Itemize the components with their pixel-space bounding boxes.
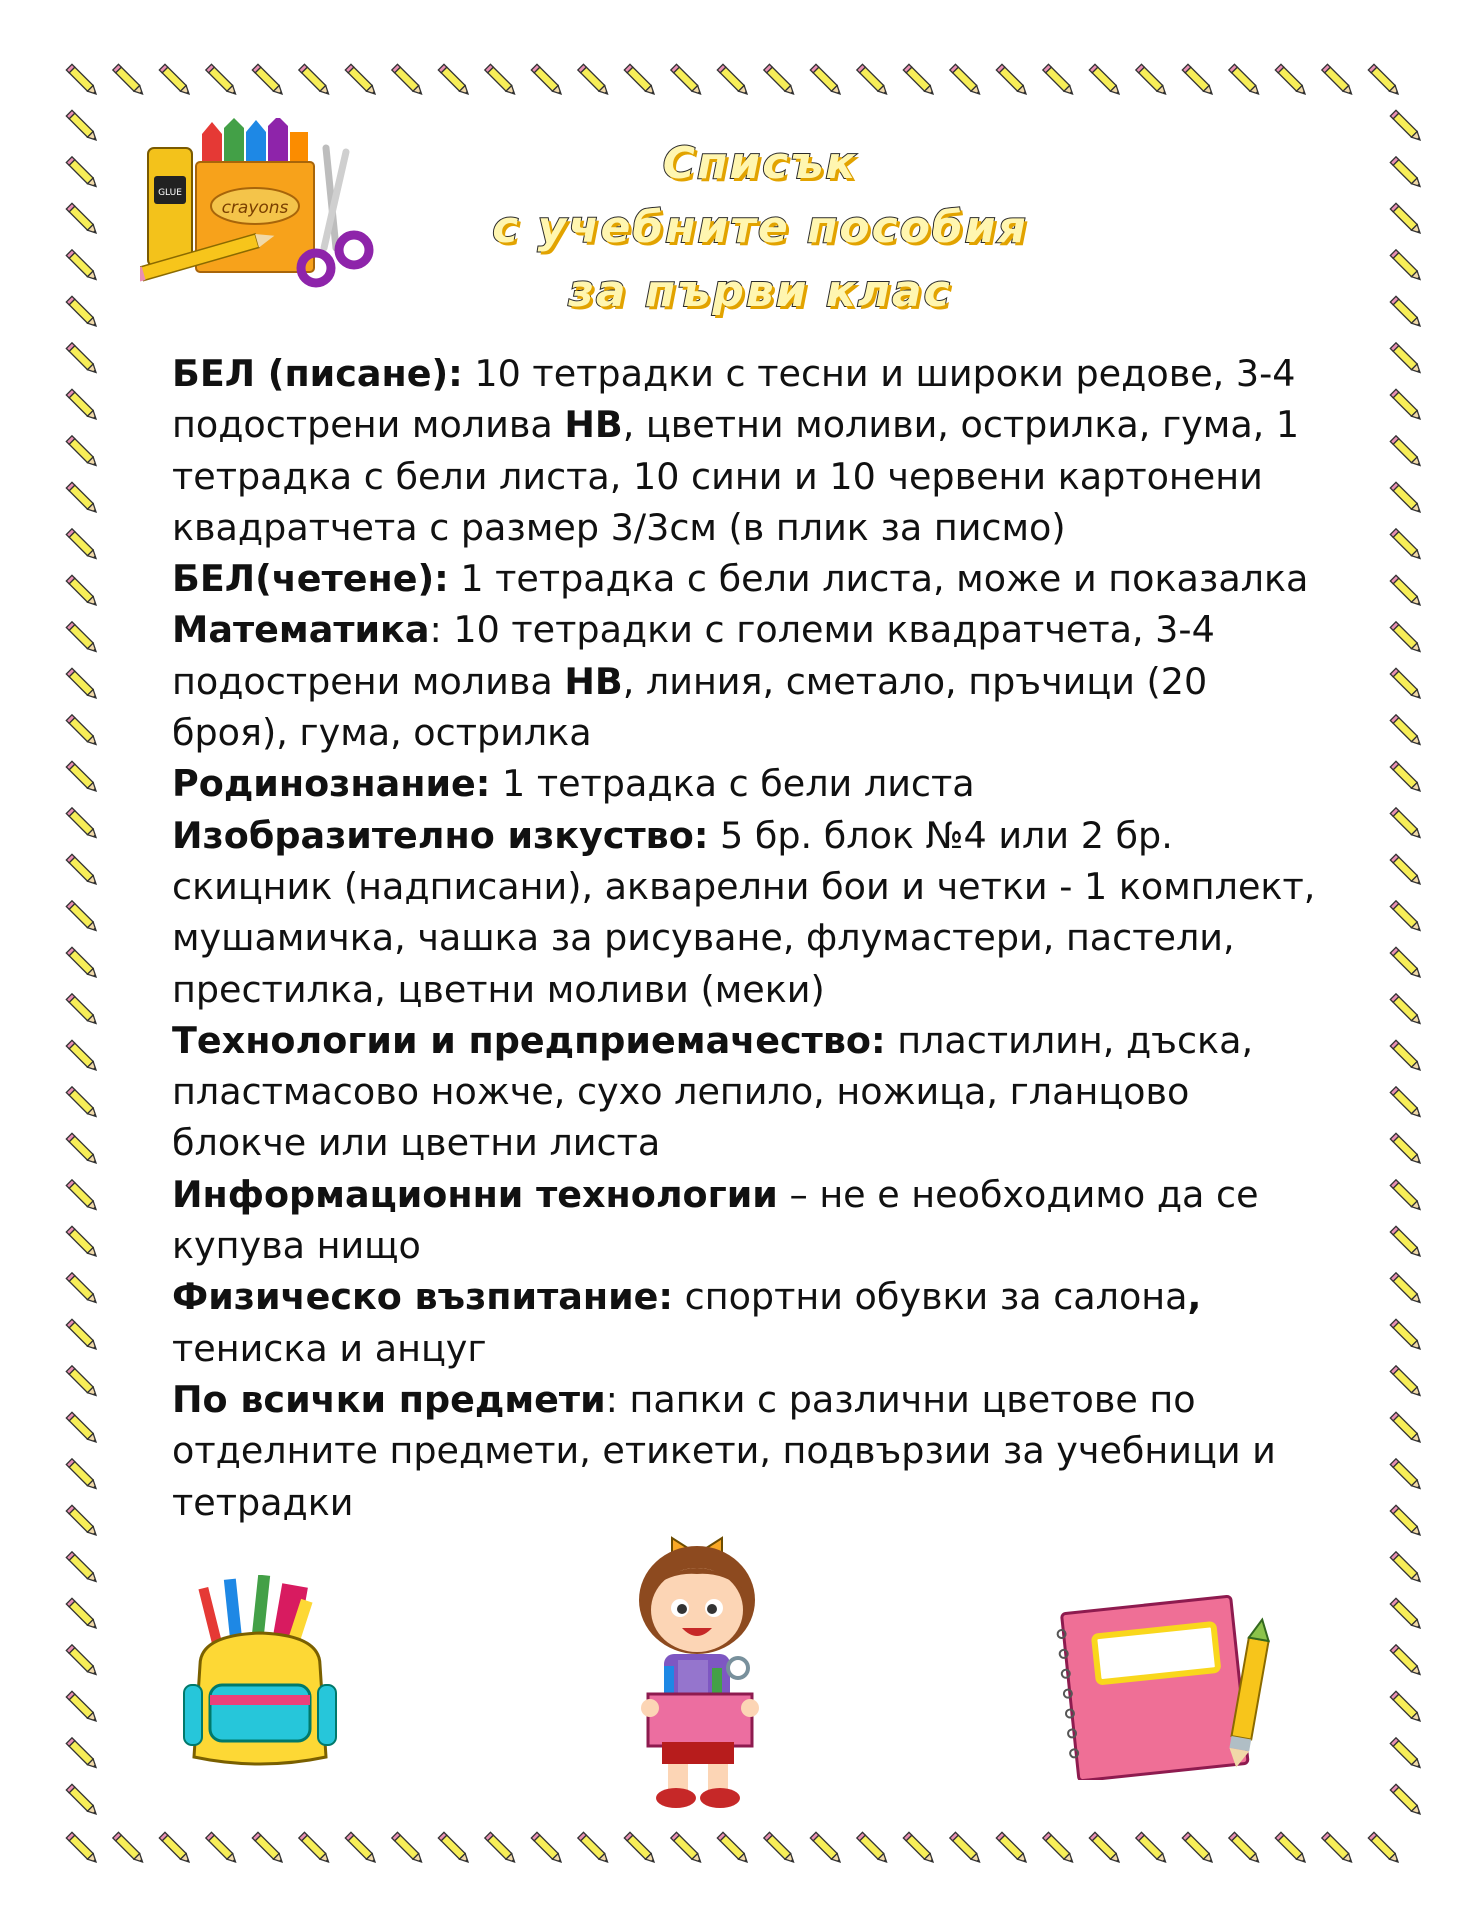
list-item <box>172 348 1332 553</box>
subject-label: По всички предмети <box>172 1377 606 1421</box>
school-supplies-icon <box>140 118 380 303</box>
subject-label: Физическо възпитание: <box>172 1275 674 1319</box>
item-emphasis: , <box>1187 1275 1202 1319</box>
subject-label: Родинознание: <box>172 762 491 806</box>
list-item <box>172 810 1332 1015</box>
item-text: : 10 тетрадки с големи квадратчета, 3-4 подострени молива <box>172 608 1215 703</box>
list-item <box>172 758 1332 809</box>
item-text: 5 бр. блок №4 или 2 бр. скицник (надписани), акварелни бои и четки - 1 комплект, мушамичка, чашка за рисуване, флумастери, пастели, престилка, цветни моливи (меки) <box>172 813 1316 1011</box>
child-with-box-icon <box>602 1528 792 1818</box>
supplies-list <box>172 348 1332 1528</box>
list-item <box>172 1271 1332 1374</box>
item-text: – не е необходимо да се купува нищо <box>172 1172 1259 1268</box>
glue-label: GLUE <box>158 188 182 198</box>
item-text: , цветни моливи, острилка, гума, 1 тетрадка с бели листа, 10 сини и 10 червени картонени квадратчета с размер 3/3см (в плик за писмо) <box>172 403 1300 549</box>
list-item <box>172 604 1332 758</box>
item-emphasis: НВ <box>564 659 623 703</box>
notebook-pencil-icon <box>1050 1590 1280 1780</box>
item-text: пластилин, дъска, пластмасово ножче, сухо лепило, ножица, гланцово блокче или цветни листа <box>172 1018 1254 1165</box>
backpack-icon <box>180 1575 340 1775</box>
page-title <box>360 132 1160 324</box>
subject-label: Математика <box>172 608 430 652</box>
title-line-2: с учебните пособия <box>492 202 1028 253</box>
item-text: 1 тетрадка с бели листа <box>490 762 975 806</box>
subject-label: Информационни технологии <box>172 1172 778 1216</box>
item-text: спортни обувки за салона <box>673 1275 1188 1319</box>
subject-label: Изобразително изкуство: <box>172 813 709 857</box>
item-text: 1 тетрадка с бели листа, може и показалка <box>448 557 1309 601</box>
subject-label: БЕЛ (писане): <box>172 352 463 395</box>
list-item <box>172 1169 1332 1272</box>
item-text: : папки с различни цветове по отделните предмети, етикети, подвързии за учебници и тетрадки <box>172 1377 1276 1524</box>
subject-label: Технологии и предприемачество: <box>172 1018 886 1062</box>
item-text: 10 тетрадки с тесни и широки редове, 3-4 подострени молива <box>172 352 1296 447</box>
item-emphasis: НВ <box>564 403 623 447</box>
item-text: , линия, сметало, пръчици (20 броя), гума, острилка <box>172 659 1208 755</box>
title-line-1: Списък <box>662 138 858 189</box>
subject-label: БЕЛ(четене): <box>172 557 449 601</box>
item-text: тениска и анцуг <box>172 1326 487 1370</box>
list-item <box>172 553 1332 604</box>
title-line-3: за първи клас <box>568 266 952 317</box>
crayons-label: crayons <box>221 198 289 218</box>
list-item <box>172 1015 1332 1169</box>
list-item <box>172 1374 1332 1528</box>
